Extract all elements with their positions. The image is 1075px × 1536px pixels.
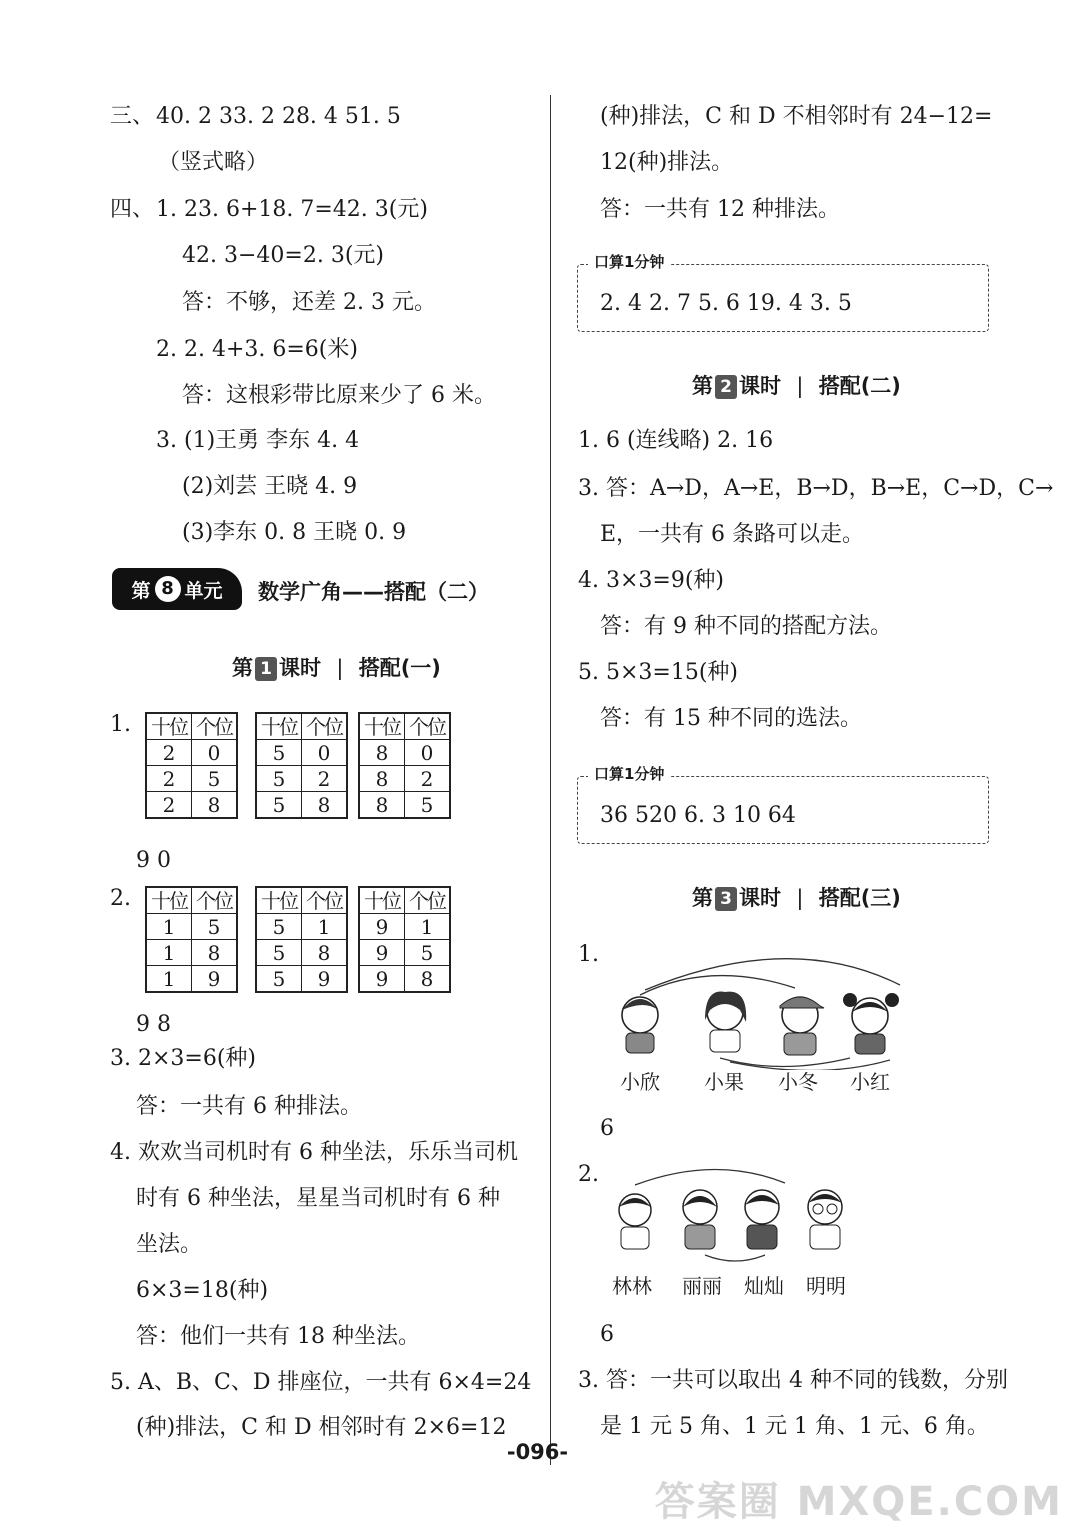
lesson-3-separator: |	[796, 886, 804, 910]
table-cell: 1	[146, 966, 192, 993]
child-figure	[808, 1190, 842, 1249]
lesson-1-suffix: 课时	[279, 656, 321, 680]
p1-table-1	[145, 712, 238, 819]
p2-table-1	[145, 886, 238, 993]
table-cell: 5	[192, 766, 238, 792]
p2-answer: 9 8	[136, 1012, 171, 1037]
child-name: 林林	[612, 1274, 652, 1298]
header-ones: 个位	[405, 713, 451, 740]
table-cell: 5	[405, 940, 451, 966]
r-q1: 1. 6 (连线略) 2. 16	[578, 428, 774, 453]
mental-math-label: 口算1分钟	[588, 251, 670, 272]
lesson3-q3-line1: 3. 答：一共可以取出 4 种不同的钱数，分别	[578, 1368, 1008, 1393]
table-cell: 8	[359, 740, 405, 766]
lesson-1-heading	[232, 652, 441, 682]
header-ones: 个位	[192, 887, 238, 914]
table-cell: 2	[405, 766, 451, 792]
p4-answer: 答：他们一共有 18 种坐法。	[136, 1324, 420, 1349]
child-name: 小红	[850, 1070, 890, 1094]
connection-arc	[635, 1169, 785, 1185]
child-name: 丽丽	[682, 1274, 722, 1298]
section-3-values: 40. 2 33. 2 28. 4 51. 5	[156, 104, 401, 129]
unit-prefix: 第	[131, 579, 151, 602]
p5-line2: (种)排法，C 和 D 相邻时有 2×6=12	[136, 1415, 507, 1440]
unit-suffix: 单元	[184, 579, 223, 602]
table-cell: 0	[405, 740, 451, 766]
table-cell: 1	[302, 914, 348, 940]
table-cell: 1	[405, 914, 451, 940]
s4-q1-line1: 1. 23. 6+18. 7=42. 3(元)	[156, 197, 428, 222]
header-tens: 十位	[359, 887, 405, 914]
r-q3-line2: E，一共有 6 条路可以走。	[600, 522, 865, 547]
p4-line3: 坐法。	[136, 1232, 203, 1257]
table-cell: 5	[405, 792, 451, 819]
child-figure	[622, 997, 658, 1053]
s4-q2-line1: 2. 2. 4+3. 6=6(米)	[156, 337, 358, 362]
s4-q3-line2: (2)刘芸 王晓 4. 9	[182, 474, 358, 499]
r-q5-answer: 答：有 15 种不同的选法。	[600, 706, 862, 731]
p1-label: 1.	[110, 712, 131, 737]
child-figure	[705, 992, 746, 1052]
table-cell: 8	[359, 792, 405, 819]
lesson-3-heading	[692, 882, 901, 912]
lesson3-q1-answer: 6	[600, 1116, 614, 1141]
child-figure	[843, 993, 899, 1054]
mental-math-box-2	[577, 765, 989, 844]
cont-answer: 答：一共有 12 种排法。	[600, 197, 840, 222]
lesson3-q2-answer: 6	[600, 1322, 614, 1347]
child-name: 灿灿	[744, 1274, 784, 1298]
lesson-3-prefix: 第	[692, 886, 713, 910]
table-cell: 2	[146, 792, 192, 819]
child-name: 小冬	[778, 1070, 818, 1094]
p4-line2: 时有 6 种坐法，星星当司机时有 6 种	[136, 1186, 500, 1211]
mental-math-values: 2. 4 2. 7 5. 6 19. 4 3. 5	[600, 291, 852, 316]
p3-line1: 3. 2×3=6(种)	[110, 1046, 257, 1071]
s4-q3-line1: 3. (1)王勇 李东 4. 4	[156, 428, 360, 453]
table-cell: 1	[146, 940, 192, 966]
table-cell: 2	[146, 740, 192, 766]
lesson-2-title: 搭配(二)	[818, 374, 901, 398]
lesson-1-separator: |	[336, 656, 344, 680]
r-q3-line1: 3. 答：A→D，A→E，B→D，B→E，C→D，C→	[578, 476, 1054, 501]
p2-label: 2.	[110, 886, 131, 911]
child-figure	[780, 997, 824, 1055]
lesson-2-number: 2	[715, 375, 737, 399]
lesson-3-number: 3	[715, 887, 737, 911]
s4-q3-line3: (3)李东 0. 8 王晓 0. 9	[182, 520, 407, 545]
table-cell: 8	[359, 766, 405, 792]
p1-table-3	[358, 712, 451, 819]
header-ones: 个位	[405, 887, 451, 914]
header-tens: 十位	[256, 713, 302, 740]
p1-answer: 9 0	[136, 848, 171, 873]
header-ones: 个位	[302, 713, 348, 740]
lesson-2-separator: |	[796, 374, 804, 398]
lesson-1-prefix: 第	[232, 656, 253, 680]
table-cell: 2	[302, 766, 348, 792]
table-cell: 5	[256, 792, 302, 819]
table-cell: 9	[192, 966, 238, 993]
mental-math-values: 36 520 6. 3 10 64	[600, 803, 796, 828]
table-cell: 5	[256, 766, 302, 792]
child-figure	[683, 1190, 717, 1249]
p3-answer: 答：一共有 6 种排法。	[136, 1094, 362, 1119]
table-cell: 8	[302, 792, 348, 819]
section-3-label: 三、	[110, 104, 155, 129]
connection-arc	[645, 959, 900, 990]
table-cell: 5	[256, 914, 302, 940]
header-tens: 十位	[256, 887, 302, 914]
table-cell: 5	[256, 940, 302, 966]
table-cell: 2	[146, 766, 192, 792]
r-q4-answer: 答：有 9 种不同的搭配方法。	[600, 614, 892, 639]
lesson-2-prefix: 第	[692, 374, 713, 398]
lesson3-q3-line2: 是 1 元 5 角、1 元 1 角、1 元、6 角。	[600, 1414, 989, 1439]
table-cell: 9	[302, 966, 348, 993]
cont-line2: 12(种)排法。	[600, 150, 734, 175]
connection-arc	[705, 1255, 765, 1261]
s4-q1-line2: 42. 3−40=2. 3(元)	[182, 243, 384, 268]
lesson-2-suffix: 课时	[739, 374, 781, 398]
header-tens: 十位	[359, 713, 405, 740]
header-tens: 十位	[146, 887, 192, 914]
header-ones: 个位	[192, 713, 238, 740]
r-q4-line1: 4. 3×3=9(种)	[578, 568, 725, 593]
lesson3-q1-label: 1.	[578, 942, 599, 967]
table-cell: 9	[359, 914, 405, 940]
child-name: 小欣	[620, 1070, 660, 1094]
child-name: 小果	[704, 1070, 744, 1094]
r-q5-line1: 5. 5×3=15(种)	[578, 660, 739, 685]
lesson-3-suffix: 课时	[739, 886, 781, 910]
table-cell: 9	[359, 940, 405, 966]
s4-q2-answer: 答：这根彩带比原来少了 6 米。	[182, 383, 496, 408]
unit-number: 8	[155, 576, 181, 602]
children-illustration-1	[600, 940, 930, 1070]
p5-line1: 5. A、B、C、D 排座位，一共有 6×4=24	[110, 1370, 532, 1395]
table-cell: 0	[302, 740, 348, 766]
table-cell: 0	[192, 740, 238, 766]
watermark: 答案圈 MXQE.COM	[654, 1479, 1063, 1525]
header-tens: 十位	[146, 713, 192, 740]
p4-line1: 4. 欢欢当司机时有 6 种坐法，乐乐当司机	[110, 1140, 518, 1165]
table-cell: 8	[192, 792, 238, 819]
unit-badge	[112, 568, 242, 610]
s4-q1-answer: 答：不够，还差 2. 3 元。	[182, 290, 436, 315]
p2-table-2	[255, 886, 348, 993]
children-illustration-2	[605, 1155, 855, 1265]
child-figure	[745, 1190, 779, 1249]
unit-title: 数学广角——搭配（二）	[258, 580, 489, 604]
column-divider	[550, 95, 551, 1465]
section-3-note: （竖式略）	[158, 150, 269, 175]
page-number: -096-	[506, 1440, 569, 1464]
table-cell: 8	[302, 940, 348, 966]
child-name: 明明	[806, 1274, 846, 1298]
mental-math-box-1	[577, 253, 989, 332]
cont-line1: (种)排法，C 和 D 不相邻时有 24−12=	[600, 104, 993, 129]
section-4-label: 四、	[110, 197, 155, 222]
table-cell: 1	[146, 914, 192, 940]
lesson-2-heading	[692, 370, 901, 400]
table-cell: 5	[256, 966, 302, 993]
table-cell: 8	[192, 940, 238, 966]
p4-line4: 6×3=18(种)	[136, 1278, 269, 1303]
table-cell: 5	[256, 740, 302, 766]
table-cell: 8	[405, 966, 451, 993]
mental-math-label: 口算1分钟	[588, 763, 670, 784]
table-cell: 5	[192, 914, 238, 940]
lesson3-q2-label: 2.	[578, 1162, 599, 1187]
p1-table-2	[255, 712, 348, 819]
p2-table-3	[358, 886, 451, 993]
lesson-1-title: 搭配(一)	[358, 656, 441, 680]
table-cell: 9	[359, 966, 405, 993]
header-ones: 个位	[302, 887, 348, 914]
child-figure	[619, 1194, 651, 1249]
lesson-1-number: 1	[255, 657, 277, 681]
lesson-3-title: 搭配(三)	[818, 886, 901, 910]
